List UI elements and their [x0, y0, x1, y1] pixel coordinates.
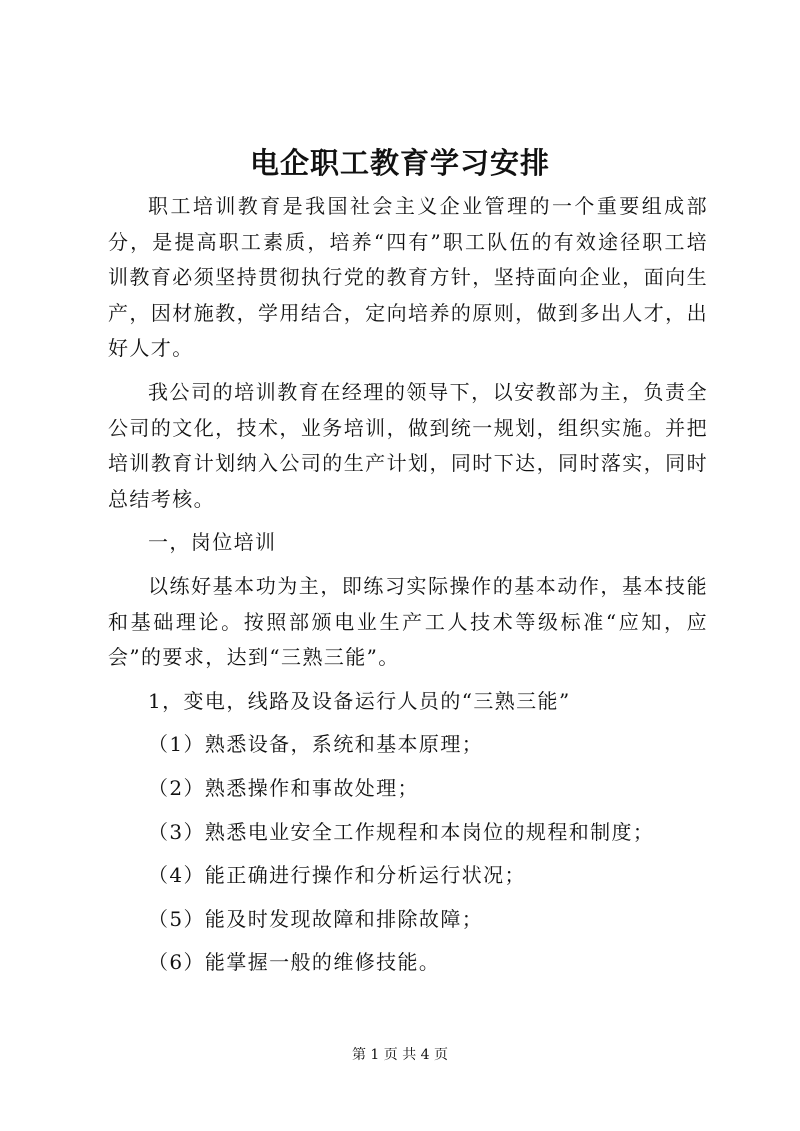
page-footer: 第 1 页 共 4 页 — [351, 1047, 449, 1063]
document-title: 电企职工教育学习安排 — [249, 146, 550, 180]
list-item: （6）能掌握一般的维修技能。 — [148, 950, 441, 975]
list-item: （1）熟悉设备，系统和基本原理； — [148, 732, 484, 757]
paragraph-intro: 职工培训教育是我国社会主义企业管理的一个重要组成部分，是提高职工素质，培养“四有”职工队伍的有效途径职工培训教育必须坚持贯彻执行党的教育方针，坚持面向企业，面向生产，因材施教，学用结合，定向培养的原则，做到多出人才，出好人才。 — [108, 194, 708, 361]
list-item: （3）熟悉电业安全工作规程和本岗位的规程和制度； — [148, 819, 655, 844]
list-item: （5）能及时发现故障和排除故障； — [148, 906, 484, 931]
section-heading: 一，岗位培训 — [148, 530, 277, 555]
document-body — [108, 189, 708, 989]
list-item: （2）熟悉操作和事故处理； — [148, 775, 419, 800]
list-item: （4）能正确进行操作和分析运行状况； — [148, 863, 526, 888]
paragraph-post-training: 以练好基本功为主，即练习实际操作的基本动作，基本技能和基础理论。按照部颁电业生产工人技术等级标准“应知，应会”的要求，达到“三熟三能”。 — [108, 573, 708, 670]
subheading: 1，变电，线路及设备运行人员的“三熟三能” — [148, 688, 571, 713]
paragraph-company-training: 我公司的培训教育在经理的领导下，以安教部为主，负责全公司的文化，技术，业务培训，做到统一规划，组织实施。并把培训教育计划纳入公司的生产计划，同时下达，同时落实，同时总结考核。 — [108, 379, 708, 511]
